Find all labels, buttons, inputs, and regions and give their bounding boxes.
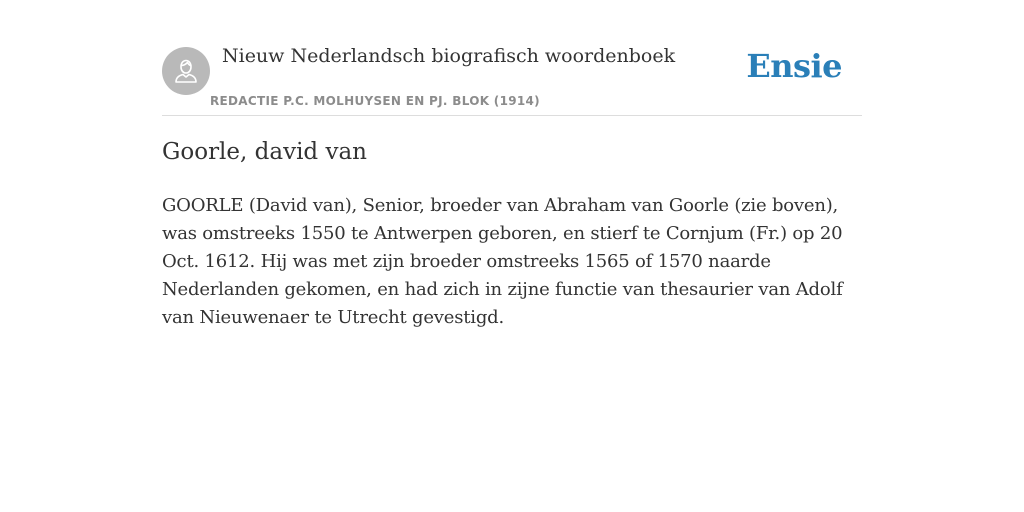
entry-body: GOORLE (David van), Senior, broeder van Abraham van Goorle (zie boven), was omstreeks 1550 te Antwerpen geboren, en stierf te Cornjum (Fr.) op 20 Oct. 1612. Hij was met zijn broeder omstreeks 1565 of 1570 naarde Nederlanden gekomen, en had zich in zijne functie van thesaurier van Adolf van Nieuwenaer te Utrecht gevestigd. (162, 195, 843, 328)
ensie-logo[interactable]: Ensie (746, 47, 842, 85)
user-icon (171, 56, 201, 86)
source-header (162, 0, 862, 116)
entry-title: Goorle, david van (162, 139, 367, 165)
avatar[interactable] (162, 47, 210, 95)
page-container (162, 0, 862, 328)
source-editors: REDACTIE P.C. MOLHUYSEN EN PJ. BLOK (1914) (210, 94, 540, 108)
source-title[interactable]: Nieuw Nederlandsch biografisch woordenboek (222, 45, 676, 67)
